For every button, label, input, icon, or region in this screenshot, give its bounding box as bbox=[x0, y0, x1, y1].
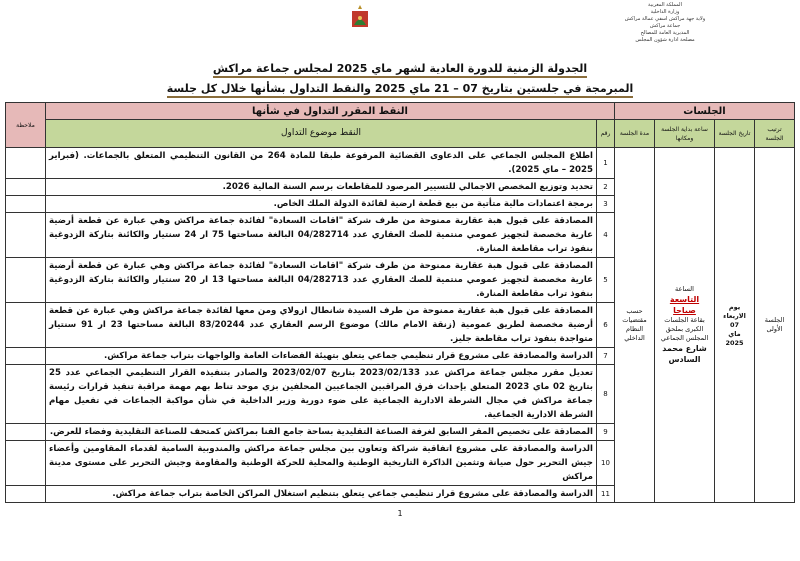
item-text: الدراسة والمصادقة على مشروع قرار تنظيمي جماعي يتعلق بتنظيم استغلال المراكن الخاصة بتراب جماعة مراكش. bbox=[46, 486, 597, 503]
item-text: المصادقة على قبول هبة عقارية ممنوحة من طرف شركة "اقامات السعادة" لفائدة جماعة مراكش وهي عبارة عن قطعة أرضية عارية مخصصة لتجهيز عمومي منتمية للصك العقاري عدد 04/282714 البالغة مساحتها 75 ار 24 سنتيار والكائنة بتاركة الزدوغية بنفوذ تراب مقاطعة المنارة. bbox=[46, 213, 597, 258]
item-number: 3 bbox=[596, 196, 614, 213]
session-date bbox=[715, 148, 755, 503]
item-number: 10 bbox=[596, 441, 614, 486]
letterhead-line: وزارة الداخلية bbox=[650, 9, 680, 15]
session-duration: حسب مقتضيات النظام الداخلي bbox=[614, 148, 654, 503]
item-number: 9 bbox=[596, 424, 614, 441]
date-day: يوم bbox=[728, 302, 741, 311]
table-row bbox=[6, 148, 795, 179]
time-label: الساعة bbox=[675, 285, 694, 293]
item-text: تعديل مقرر مجلس جماعة مراكش عدد 2023/02/133 بتاريخ 2023/02/07 والصادر بتنفيذه القرار التنظيمي الجماعي عدد 25 بتاريخ 02 ماي 2023 المتعلق بإحداث فرق المراقبين الجماعيين المحلفين بزي موحد تناط بهم مهمة مراقبة تنفيذ قرارات رئيسة جماعة مراكش في مجال الشرطة الادارية الجماعية على ضوء دورية وزير الداخلية في شأن مواكبة الجماعات في تفعيل مهام الشرطة الادارية الجماعية. bbox=[46, 365, 597, 424]
letterhead-line: ولاية جهة مراكش اسفي عمالة مراكش bbox=[624, 16, 706, 22]
session-order: الجلسة الأولى bbox=[755, 148, 795, 503]
item-note bbox=[6, 303, 46, 348]
letterhead-line: مصلحة ادارة شؤون المجلس bbox=[635, 37, 695, 43]
letterhead-line: المديرية العامة للمصالح bbox=[640, 30, 690, 36]
item-number: 6 bbox=[596, 303, 614, 348]
item-note bbox=[6, 213, 46, 258]
item-note bbox=[6, 196, 46, 213]
item-note bbox=[6, 365, 46, 424]
item-text: المصادقة على قبول هبة عقارية ممنوحة من طرف السيدة شانطال ازولاي ومن معها لفائدة جماعة مراكش وهي عبارة عن قطعة أرضية مخصصة لطريق عمومية (زنقة الامام مالك) موضوع الرسم العقاري عدد 83/20244 البالغة مساحتها 23 ار 91 سنتيار متواجدة بنفوذ تراب مقاطعة جليز. bbox=[46, 303, 597, 348]
item-text: برمجة اعتمادات مالية متأتية من بيع قطعة ارضية لفائدة الدولة الملك الخاص. bbox=[46, 196, 597, 213]
notes-header: ملاحظة bbox=[6, 103, 46, 148]
coat-of-arms-emblem bbox=[348, 4, 372, 30]
title-line-2: المبرمجة في جلستين بتاريخ 07 – 21 ماي 2025 والنقط التداول بشأنها خلال كل جلسة bbox=[167, 82, 634, 98]
duration-header: مدة الجلسة bbox=[614, 120, 654, 148]
item-text: المصادقة على قبول هبة عقارية ممنوحة من طرف شركة "اقامات السعادة" لفائدة جماعة مراكش وهي عبارة عن قطعة أرضية عارية مخصصة لتجهيز عمومي منتمية للصك العقاري عدد 04/282713 البالغة مساحتها 13 ار 20 سنتيار والكائنة بتاركة الزدوغية بنفوذ تراب مقاطعة المنارة. bbox=[46, 258, 597, 303]
document-title bbox=[5, 62, 795, 96]
date-weekday: الاربعاء bbox=[723, 311, 746, 320]
points-header: النقط المقرر التداول في شأنها bbox=[46, 103, 615, 120]
number-header: رقم bbox=[596, 120, 614, 148]
session-place: بقاعة الجلسات الكبرى بملحق المجلس الجماعي bbox=[660, 316, 709, 342]
item-note bbox=[6, 348, 46, 365]
item-note bbox=[6, 424, 46, 441]
item-note bbox=[6, 179, 46, 196]
time-place-header: ساعة بداية الجلسة ومكانها bbox=[655, 120, 715, 148]
page-number: 1 bbox=[397, 509, 403, 518]
letterhead bbox=[590, 2, 740, 44]
item-number: 5 bbox=[596, 258, 614, 303]
item-number: 2 bbox=[596, 179, 614, 196]
schedule-table bbox=[5, 102, 795, 503]
subject-header: النقط موضوع التداول bbox=[46, 120, 597, 148]
item-number: 1 bbox=[596, 148, 614, 179]
order-header: ترتيب الجلسة bbox=[755, 120, 795, 148]
item-number: 7 bbox=[596, 348, 614, 365]
date-month: ماي bbox=[728, 329, 741, 338]
item-number: 11 bbox=[596, 486, 614, 503]
date-header: تاريخ الجلسة bbox=[715, 120, 755, 148]
sessions-header: الجلسات bbox=[614, 103, 794, 120]
session-street: شارع محمد السادس bbox=[662, 344, 707, 364]
date-number: 07 bbox=[729, 320, 740, 329]
item-number: 4 bbox=[596, 213, 614, 258]
date-year: 2025 bbox=[725, 338, 744, 347]
item-note bbox=[6, 486, 46, 503]
item-note bbox=[6, 148, 46, 179]
item-note bbox=[6, 258, 46, 303]
item-text: تحديد وتوزيع المخصص الاجمالي للتسيير المرصود للمقاطعات برسم السنة المالية 2026. bbox=[46, 179, 597, 196]
item-number: 8 bbox=[596, 365, 614, 424]
letterhead-line: المملكة المغربية bbox=[648, 2, 682, 8]
item-note bbox=[6, 441, 46, 486]
item-text: المصادقة على تخصيص المقر السابق لغرفة الصناعة التقليدية بساحة جامع الفنا بمراكش كمتحف للصناعة التقليدية وفضاء للعرض. bbox=[46, 424, 597, 441]
title-line-1: الجدولة الزمنية للدورة العادية لشهر ماي 2025 لمجلس جماعة مراكش bbox=[213, 62, 587, 78]
session-time-place bbox=[655, 148, 715, 503]
item-text: اطلاع المجلس الجماعي على الدعاوى القضائية المرفوعة طبقا للمادة 264 من القانون التنظيمي المتعلق بالجماعات. (فبراير 2025 – ماي 2025). bbox=[46, 148, 597, 179]
letterhead-line: جماعة مراكش bbox=[649, 23, 681, 29]
time-value: التاسعة صباحا bbox=[669, 295, 700, 315]
item-text: الدراسة والمصادقة على مشروع اتفاقية شراكة وتعاون بين مجلس جماعة مراكش والمندوبية السامية لقدماء المقاومين وأعضاء جيش التحرير حول صيانة وتثمين الذاكرة التاريخية الوطنية والمحلية للحركة الوطنية والمقاومة وجيش التحرير على مستوى مدينة مراكش bbox=[46, 441, 597, 486]
item-text: الدراسة والمصادقة على مشروع قرار تنظيمي جماعي يتعلق بتهيئة الفضاءات العامة والواجهات بتراب جماعة مراكش. bbox=[46, 348, 597, 365]
